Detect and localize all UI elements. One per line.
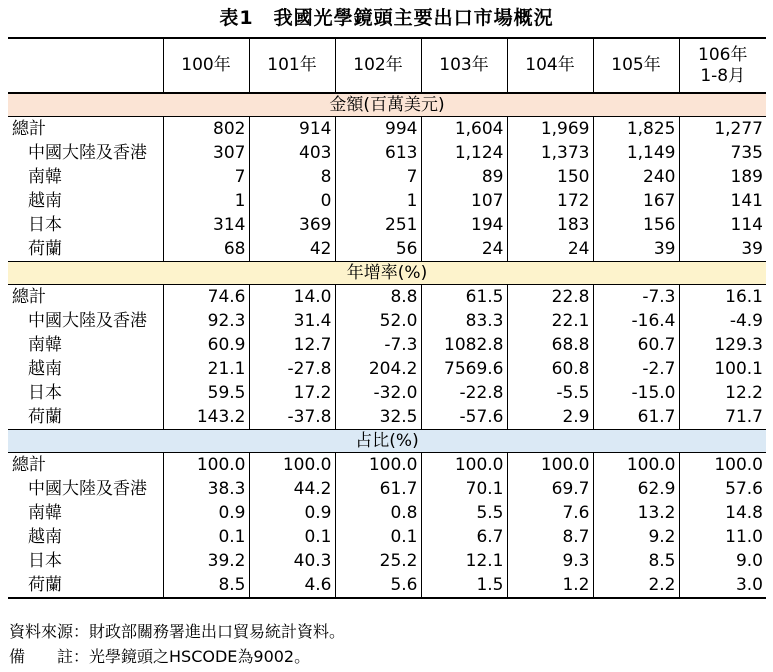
table-cell: 92.3 xyxy=(163,309,249,333)
table-cell: 7.6 xyxy=(507,501,593,525)
table-row xyxy=(8,141,766,165)
row-label: 越南 xyxy=(28,527,62,547)
table-cell: 1082.8 xyxy=(421,333,507,357)
row-label: 中國大陸及香港 xyxy=(28,143,147,163)
table-cell: 100.0 xyxy=(593,453,679,478)
table-cell: 13.2 xyxy=(593,501,679,525)
table-row xyxy=(8,117,766,142)
table-cell: 0.1 xyxy=(163,525,249,549)
table-cell: 32.5 xyxy=(335,405,421,430)
table-cell: 2.2 xyxy=(593,573,679,598)
column-header: 105年 xyxy=(593,38,679,93)
column-header: 101年 xyxy=(249,38,335,93)
table-cell: 39.2 xyxy=(163,549,249,573)
column-header xyxy=(679,38,766,93)
table-cell: 69.7 xyxy=(507,477,593,501)
column-header: 100年 xyxy=(163,38,249,93)
table-cell: 7569.6 xyxy=(421,357,507,381)
table-cell: 8 xyxy=(249,165,335,189)
table-cell: 183 xyxy=(507,213,593,237)
table-cell: 4.6 xyxy=(249,573,335,598)
table-cell: 7 xyxy=(335,165,421,189)
table-cell: 167 xyxy=(593,189,679,213)
column-header: 102年 xyxy=(335,38,421,93)
table-cell: 0.1 xyxy=(249,525,335,549)
table-cell: 3.0 xyxy=(679,573,766,598)
table-cell: 150 xyxy=(507,165,593,189)
table-cell: 369 xyxy=(249,213,335,237)
section-header-row xyxy=(8,430,766,453)
table-cell: 2.9 xyxy=(507,405,593,430)
table-cell: 100.0 xyxy=(421,453,507,478)
table-cell: 44.2 xyxy=(249,477,335,501)
table-cell: 0 xyxy=(249,189,335,213)
table-cell: 100.0 xyxy=(335,453,421,478)
table-cell: 1,373 xyxy=(507,141,593,165)
table-cell: 0.1 xyxy=(335,525,421,549)
table-cell: 204.2 xyxy=(335,357,421,381)
table-row xyxy=(8,213,766,237)
table-cell: 1 xyxy=(163,189,249,213)
table-cell: 57.6 xyxy=(679,477,766,501)
table-cell: 1.2 xyxy=(507,573,593,598)
table-cell: 100.0 xyxy=(163,453,249,478)
source-note: 資料來源：財政部關務署進出口貿易統計資料。 xyxy=(9,622,346,641)
row-label: 日本 xyxy=(28,551,62,571)
table-cell: -15.0 xyxy=(593,381,679,405)
table-cell: 802 xyxy=(163,117,249,142)
table-row xyxy=(8,573,766,598)
table-cell: -16.4 xyxy=(593,309,679,333)
table-cell: 100.0 xyxy=(507,453,593,478)
row-label: 越南 xyxy=(28,191,62,211)
table-cell: 5.5 xyxy=(421,501,507,525)
table-cell: 1,825 xyxy=(593,117,679,142)
row-label: 總計 xyxy=(12,287,46,307)
table-cell: 17.2 xyxy=(249,381,335,405)
table-row xyxy=(8,237,766,262)
table-cell: 24 xyxy=(421,237,507,262)
table-cell: 0.9 xyxy=(249,501,335,525)
table-cell: 141 xyxy=(679,189,766,213)
row-label: 荷蘭 xyxy=(8,573,163,598)
table-cell: 240 xyxy=(593,165,679,189)
table-cell: 16.1 xyxy=(679,285,766,310)
table-row xyxy=(8,501,766,525)
table-cell: 7 xyxy=(163,165,249,189)
table-cell: 71.7 xyxy=(679,405,766,430)
table-cell: 1,604 xyxy=(421,117,507,142)
row-label: 荷蘭 xyxy=(8,237,163,262)
table-cell: -2.7 xyxy=(593,357,679,381)
table-cell: 735 xyxy=(679,141,766,165)
table-cell: 0.8 xyxy=(335,501,421,525)
row-label: 總計 xyxy=(12,119,46,139)
table-cell: 9.3 xyxy=(507,549,593,573)
table-cell: 251 xyxy=(335,213,421,237)
table-row xyxy=(8,333,766,357)
table-row xyxy=(8,477,766,501)
table-cell: -4.9 xyxy=(679,309,766,333)
table-cell: 11.0 xyxy=(679,525,766,549)
table-cell: 1,277 xyxy=(679,117,766,142)
table-cell: 38.3 xyxy=(163,477,249,501)
table-cell: 21.1 xyxy=(163,357,249,381)
table-cell: 60.7 xyxy=(593,333,679,357)
table-cell: 100.0 xyxy=(679,453,766,478)
table-cell: 56 xyxy=(335,237,421,262)
table-cell: 114 xyxy=(679,213,766,237)
table-cell: 14.8 xyxy=(679,501,766,525)
table-cell: 70.1 xyxy=(421,477,507,501)
table-cell: 22.1 xyxy=(507,309,593,333)
table-cell: 107 xyxy=(421,189,507,213)
table-cell: 39 xyxy=(593,237,679,262)
section-label: 占比(%) xyxy=(8,430,766,453)
table-cell: 83.3 xyxy=(421,309,507,333)
table-cell: -32.0 xyxy=(335,381,421,405)
table-cell: 8.8 xyxy=(335,285,421,310)
table-cell: 60.9 xyxy=(163,333,249,357)
table-cell: 74.6 xyxy=(163,285,249,310)
table-cell: 100.0 xyxy=(249,453,335,478)
table-row xyxy=(8,525,766,549)
table-cell: 25.2 xyxy=(335,549,421,573)
table-cell: 60.8 xyxy=(507,357,593,381)
table-row xyxy=(8,309,766,333)
table-cell: 9.0 xyxy=(679,549,766,573)
table-cell: 129.3 xyxy=(679,333,766,357)
table-cell: 307 xyxy=(163,141,249,165)
table-cell: -5.5 xyxy=(507,381,593,405)
row-label: 總計 xyxy=(12,455,46,475)
table-cell: -7.3 xyxy=(335,333,421,357)
table-cell: 59.5 xyxy=(163,381,249,405)
table-cell: 61.7 xyxy=(335,477,421,501)
table-cell: 156 xyxy=(593,213,679,237)
export-market-table xyxy=(8,37,766,599)
row-label: 南韓 xyxy=(28,335,62,355)
table-cell: 1,124 xyxy=(421,141,507,165)
section-label: 年增率(%) xyxy=(8,262,766,285)
table-cell: 914 xyxy=(249,117,335,142)
table-cell: 62.9 xyxy=(593,477,679,501)
footnotes xyxy=(9,619,345,669)
table-cell: 0.9 xyxy=(163,501,249,525)
table-row xyxy=(8,405,766,430)
table-cell: 172 xyxy=(507,189,593,213)
remark-note: 備 註：光學鏡頭之HSCODE為9002。 xyxy=(9,647,311,666)
header-corner xyxy=(8,38,163,93)
table-cell: 68.8 xyxy=(507,333,593,357)
table-cell: 1.5 xyxy=(421,573,507,598)
table-body xyxy=(8,93,766,598)
table-cell: 24 xyxy=(507,237,593,262)
table-cell: 8.5 xyxy=(163,573,249,598)
table-title: 表1 我國光學鏡頭主要出口市場概況 xyxy=(219,7,554,29)
table-cell: 314 xyxy=(163,213,249,237)
table-cell: 89 xyxy=(421,165,507,189)
section-header-row xyxy=(8,93,766,117)
column-header-text: 106年 1-8月 xyxy=(698,44,748,86)
table-row xyxy=(8,453,766,478)
table-row xyxy=(8,549,766,573)
row-label: 越南 xyxy=(28,359,62,379)
table-row xyxy=(8,381,766,405)
table-cell: -57.6 xyxy=(421,405,507,430)
table-cell: 6.7 xyxy=(421,525,507,549)
table-cell: 613 xyxy=(335,141,421,165)
table-cell: 12.1 xyxy=(421,549,507,573)
table-cell: 994 xyxy=(335,117,421,142)
table-cell: 42 xyxy=(249,237,335,262)
table-cell: 1,149 xyxy=(593,141,679,165)
table-cell: 189 xyxy=(679,165,766,189)
table-row xyxy=(8,357,766,381)
column-header: 104年 xyxy=(507,38,593,93)
table-cell: 194 xyxy=(421,213,507,237)
table-cell: 40.3 xyxy=(249,549,335,573)
row-label: 日本 xyxy=(28,215,62,235)
table-row xyxy=(8,285,766,310)
table-cell: 143.2 xyxy=(163,405,249,430)
table-cell: 100.1 xyxy=(679,357,766,381)
row-label: 日本 xyxy=(28,383,62,403)
column-header: 103年 xyxy=(421,38,507,93)
table-cell: 61.7 xyxy=(593,405,679,430)
table-cell: 5.6 xyxy=(335,573,421,598)
row-label: 南韓 xyxy=(28,503,62,523)
table-cell: 52.0 xyxy=(335,309,421,333)
row-label: 荷蘭 xyxy=(8,405,163,430)
table-cell: 14.0 xyxy=(249,285,335,310)
table-cell: 31.4 xyxy=(249,309,335,333)
table-cell: -22.8 xyxy=(421,381,507,405)
table-cell: -37.8 xyxy=(249,405,335,430)
table-cell: 39 xyxy=(679,237,766,262)
header-row xyxy=(8,38,766,93)
row-label: 南韓 xyxy=(28,167,62,187)
table-cell: 12.7 xyxy=(249,333,335,357)
table-cell: 1 xyxy=(335,189,421,213)
table-cell: 1,969 xyxy=(507,117,593,142)
table-cell: 68 xyxy=(163,237,249,262)
table-cell: 8.7 xyxy=(507,525,593,549)
table-cell: 61.5 xyxy=(421,285,507,310)
table-cell: -7.3 xyxy=(593,285,679,310)
table-row xyxy=(8,165,766,189)
row-label: 中國大陸及香港 xyxy=(28,479,147,499)
section-header-row xyxy=(8,262,766,285)
table-cell: 403 xyxy=(249,141,335,165)
table-cell: 8.5 xyxy=(593,549,679,573)
section-label: 金額(百萬美元) xyxy=(8,93,766,117)
table-cell: 22.8 xyxy=(507,285,593,310)
table-cell: 9.2 xyxy=(593,525,679,549)
row-label: 中國大陸及香港 xyxy=(28,311,147,331)
table-cell: -27.8 xyxy=(249,357,335,381)
table-row xyxy=(8,189,766,213)
table-cell: 12.2 xyxy=(679,381,766,405)
